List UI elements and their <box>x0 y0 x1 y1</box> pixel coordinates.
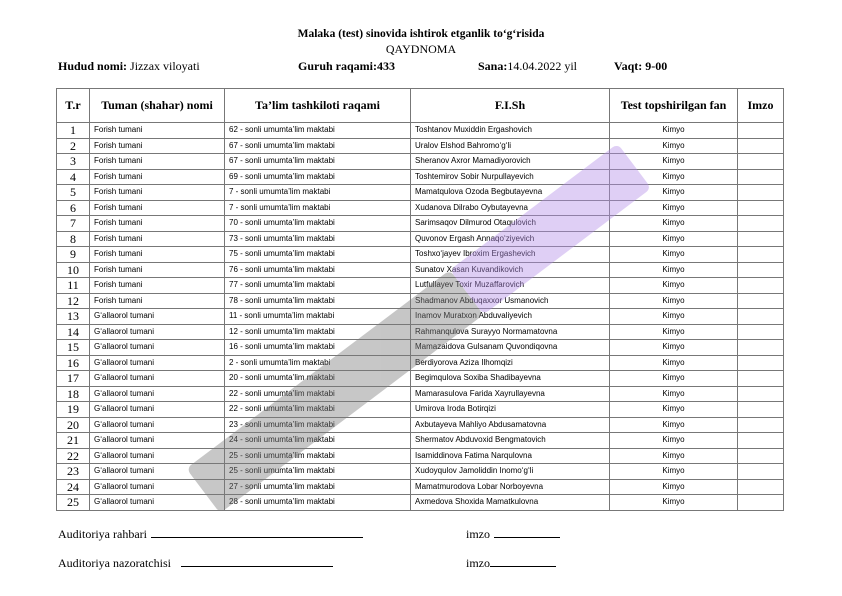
date-label: Sana: <box>478 59 508 73</box>
row-name: Mamazaidova Gulsanam Quvondiqovna <box>411 340 610 356</box>
row-signature <box>738 355 784 371</box>
row-subject: Kimyo <box>610 309 738 325</box>
row-district: G‘allaorol tumani <box>90 464 225 480</box>
supervisor-sign-label: imzo <box>466 527 490 541</box>
row-district: G‘allaorol tumani <box>90 340 225 356</box>
row-number: 10 <box>57 262 90 278</box>
column-header-school: Ta’lim tashkiloti raqami <box>225 89 411 123</box>
row-number: 22 <box>57 448 90 464</box>
row-name: Umirova Iroda Botirqizi <box>411 402 610 418</box>
table-row <box>57 154 784 170</box>
row-subject: Kimyo <box>610 200 738 216</box>
column-header-name: F.I.Sh <box>411 89 610 123</box>
group-field <box>298 59 395 74</box>
row-district: G‘allaorol tumani <box>90 448 225 464</box>
date-value: 14.04.2022 yil <box>507 59 578 73</box>
table-row <box>57 123 784 139</box>
row-school: 73 - sonli umumta’lim maktabi <box>225 231 411 247</box>
row-signature <box>738 247 784 263</box>
row-signature <box>738 278 784 294</box>
row-subject: Kimyo <box>610 231 738 247</box>
row-signature <box>738 154 784 170</box>
row-number: 1 <box>57 123 90 139</box>
row-district: G‘allaorol tumani <box>90 309 225 325</box>
row-school: 24 - sonli umumta’lim maktabi <box>225 433 411 449</box>
row-subject: Kimyo <box>610 324 738 340</box>
table-header-row <box>57 89 784 123</box>
column-header-number: T.r <box>57 89 90 123</box>
row-signature <box>738 433 784 449</box>
table-row <box>57 200 784 216</box>
row-name: Inamov Muratxon Abduvaliyevich <box>411 309 610 325</box>
row-school: 78 - sonli umumta’lim maktabi <box>225 293 411 309</box>
row-number: 7 <box>57 216 90 232</box>
row-school: 70 - sonli umumta’lim maktabi <box>225 216 411 232</box>
row-subject: Kimyo <box>610 123 738 139</box>
table-row <box>57 464 784 480</box>
row-signature <box>738 185 784 201</box>
row-school: 2 - sonli umumta’lim maktabi <box>225 355 411 371</box>
row-number: 19 <box>57 402 90 418</box>
row-district: Forish tumani <box>90 278 225 294</box>
row-signature <box>738 495 784 511</box>
row-subject: Kimyo <box>610 278 738 294</box>
supervisor-signature-line <box>58 527 363 542</box>
document-subtitle: QAYDNOMA <box>385 42 457 56</box>
row-school: 62 - sonli umumta’lim maktabi <box>225 123 411 139</box>
row-school: 28 - sonli umumta’lim maktabi <box>225 495 411 511</box>
row-subject: Kimyo <box>610 262 738 278</box>
observer-sign-field <box>466 556 556 571</box>
row-district: Forish tumani <box>90 262 225 278</box>
row-subject: Kimyo <box>610 495 738 511</box>
row-subject: Kimyo <box>610 169 738 185</box>
table-row <box>57 309 784 325</box>
row-district: G‘allaorol tumani <box>90 402 225 418</box>
table-row <box>57 278 784 294</box>
row-signature <box>738 371 784 387</box>
row-number: 4 <box>57 169 90 185</box>
row-district: Forish tumani <box>90 123 225 139</box>
row-signature <box>738 324 784 340</box>
row-signature <box>738 479 784 495</box>
table-row <box>57 340 784 356</box>
row-subject: Kimyo <box>610 247 738 263</box>
row-district: G‘allaorol tumani <box>90 371 225 387</box>
document-title: Malaka (test) sinovida ishtirok etganlik to‘g‘risida <box>297 28 545 40</box>
row-district: G‘allaorol tumani <box>90 417 225 433</box>
row-subject: Kimyo <box>610 185 738 201</box>
observer-sign-label: imzo <box>466 556 490 570</box>
row-signature <box>738 169 784 185</box>
row-subject: Kimyo <box>610 433 738 449</box>
row-school: 27 - sonli umumta’lim maktabi <box>225 479 411 495</box>
row-number: 15 <box>57 340 90 356</box>
row-district: Forish tumani <box>90 185 225 201</box>
row-subject: Kimyo <box>610 340 738 356</box>
row-subject: Kimyo <box>610 293 738 309</box>
table-row <box>57 262 784 278</box>
row-subject: Kimyo <box>610 386 738 402</box>
row-subject: Kimyo <box>610 154 738 170</box>
table-row <box>57 448 784 464</box>
row-name: Sheranov Axror Mamadiyorovich <box>411 154 610 170</box>
column-header-subject: Test topshirilgan fan <box>610 89 738 123</box>
participants-table <box>56 88 784 511</box>
row-district: G‘allaorol tumani <box>90 324 225 340</box>
row-subject: Kimyo <box>610 355 738 371</box>
row-number: 20 <box>57 417 90 433</box>
row-school: 20 - sonli umumta’lim maktabi <box>225 371 411 387</box>
row-number: 16 <box>57 355 90 371</box>
row-signature <box>738 417 784 433</box>
row-school: 67 - sonli umumta’lim maktabi <box>225 138 411 154</box>
row-district: Forish tumani <box>90 169 225 185</box>
row-number: 9 <box>57 247 90 263</box>
row-district: Forish tumani <box>90 293 225 309</box>
row-district: Forish tumani <box>90 216 225 232</box>
row-name: Xudoyqulov Jamoliddin Inomo‘g‘li <box>411 464 610 480</box>
table-row <box>57 433 784 449</box>
table-row <box>57 355 784 371</box>
row-signature <box>738 293 784 309</box>
region-label: Hudud nomi: <box>58 59 128 73</box>
supervisor-label: Auditoriya rahbari <box>58 527 147 541</box>
row-signature <box>738 216 784 232</box>
row-name: Sarimsaqov Dilmurod Otaqulovich <box>411 216 610 232</box>
row-school: 22 - sonli umumta’lim maktabi <box>225 402 411 418</box>
row-district: Forish tumani <box>90 200 225 216</box>
column-header-district: Tuman (shahar) nomi <box>90 89 225 123</box>
row-name: Uralov Elshod Bahromo‘g‘li <box>411 138 610 154</box>
row-name: Sunatov Xasan Kuvandikovich <box>411 262 610 278</box>
row-signature <box>738 138 784 154</box>
row-number: 8 <box>57 231 90 247</box>
table-row <box>57 247 784 263</box>
row-name: Isamiddinova Fatima Narqulovna <box>411 448 610 464</box>
observer-label: Auditoriya nazoratchisi <box>58 556 171 570</box>
row-signature <box>738 340 784 356</box>
row-number: 3 <box>57 154 90 170</box>
region-field <box>58 59 200 74</box>
row-subject: Kimyo <box>610 417 738 433</box>
table-row <box>57 231 784 247</box>
row-school: 7 - sonli umumta’lim maktabi <box>225 185 411 201</box>
table-row <box>57 293 784 309</box>
row-district: G‘allaorol tumani <box>90 433 225 449</box>
row-name: Shadmanov Abduqaxxor Usmanovich <box>411 293 610 309</box>
row-school: 23 - sonli umumta’lim maktabi <box>225 417 411 433</box>
row-school: 77 - sonli umumta’lim maktabi <box>225 278 411 294</box>
row-signature <box>738 464 784 480</box>
row-signature <box>738 448 784 464</box>
table-row <box>57 138 784 154</box>
row-district: Forish tumani <box>90 247 225 263</box>
row-subject: Kimyo <box>610 371 738 387</box>
row-signature <box>738 231 784 247</box>
row-school: 12 - sonli umumta’lim maktabi <box>225 324 411 340</box>
group-label: Guruh raqami: <box>298 59 378 73</box>
observer-signature-line <box>58 556 333 571</box>
row-subject: Kimyo <box>610 138 738 154</box>
row-name: Berdiyorova Aziza Ilhomqizi <box>411 355 610 371</box>
time-field <box>614 59 667 74</box>
row-name: Axbutayeva Mahliyo Abdusamatovna <box>411 417 610 433</box>
table-row <box>57 479 784 495</box>
row-signature <box>738 200 784 216</box>
row-signature <box>738 262 784 278</box>
table-row <box>57 324 784 340</box>
table-row <box>57 216 784 232</box>
row-name: Xudanova Dilrabo Oybutayevna <box>411 200 610 216</box>
row-number: 2 <box>57 138 90 154</box>
row-subject: Kimyo <box>610 464 738 480</box>
row-name: Mamarasulova Farida Xayrullayevna <box>411 386 610 402</box>
row-subject: Kimyo <box>610 479 738 495</box>
table-row <box>57 169 784 185</box>
row-name: Quvonov Ergash Annaqo‘ziyevich <box>411 231 610 247</box>
row-school: 25 - sonli umumta’lim maktabi <box>225 464 411 480</box>
row-name: Toshtanov Muxiddin Ergashovich <box>411 123 610 139</box>
table-row <box>57 371 784 387</box>
row-school: 67 - sonli umumta’lim maktabi <box>225 154 411 170</box>
row-number: 25 <box>57 495 90 511</box>
row-number: 13 <box>57 309 90 325</box>
row-name: Toshxo‘jayev Ibroxim Ergashevich <box>411 247 610 263</box>
row-subject: Kimyo <box>610 402 738 418</box>
row-district: Forish tumani <box>90 138 225 154</box>
time-label: Vaqt: <box>614 59 643 73</box>
row-subject: Kimyo <box>610 216 738 232</box>
row-district: Forish tumani <box>90 231 225 247</box>
row-number: 6 <box>57 200 90 216</box>
region-value: Jizzax viloyati <box>130 59 200 73</box>
row-number: 5 <box>57 185 90 201</box>
row-school: 76 - sonli umumta’lim maktabi <box>225 262 411 278</box>
table-row <box>57 495 784 511</box>
group-value: 433 <box>377 59 396 73</box>
row-name: Lutfullayev Toxir Muzaffarovich <box>411 278 610 294</box>
row-signature <box>738 386 784 402</box>
row-district: G‘allaorol tumani <box>90 495 225 511</box>
row-name: Rahmanqulova Surayyo Normamatovna <box>411 324 610 340</box>
row-name: Mamatqulova Ozoda Begbutayevna <box>411 185 610 201</box>
row-number: 18 <box>57 386 90 402</box>
row-subject: Kimyo <box>610 448 738 464</box>
row-signature <box>738 309 784 325</box>
row-name: Begimqulova Soxiba Shadibayevna <box>411 371 610 387</box>
row-number: 17 <box>57 371 90 387</box>
row-number: 21 <box>57 433 90 449</box>
row-district: G‘allaorol tumani <box>90 386 225 402</box>
row-signature <box>738 402 784 418</box>
row-number: 14 <box>57 324 90 340</box>
row-signature <box>738 123 784 139</box>
row-number: 23 <box>57 464 90 480</box>
row-school: 75 - sonli umumta’lim maktabi <box>225 247 411 263</box>
column-header-signature: Imzo <box>738 89 784 123</box>
row-school: 7 - sonli umumta’lim maktabi <box>225 200 411 216</box>
table-row <box>57 386 784 402</box>
row-school: 69 - sonli umumta’lim maktabi <box>225 169 411 185</box>
date-field <box>478 59 577 74</box>
row-number: 11 <box>57 278 90 294</box>
row-name: Axmedova Shoxida Mamatkulovna <box>411 495 610 511</box>
row-number: 24 <box>57 479 90 495</box>
row-school: 25 - sonli umumta’lim maktabi <box>225 448 411 464</box>
table-row <box>57 402 784 418</box>
row-name: Shermatov Abduvoxid Bengmatovich <box>411 433 610 449</box>
row-district: G‘allaorol tumani <box>90 479 225 495</box>
time-value: 9-00 <box>645 59 668 73</box>
row-number: 12 <box>57 293 90 309</box>
row-district: Forish tumani <box>90 154 225 170</box>
supervisor-sign-field <box>466 527 560 542</box>
row-school: 11 - sonli umumta’lim maktabi <box>225 309 411 325</box>
row-school: 22 - sonli umumta’lim maktabi <box>225 386 411 402</box>
row-name: Mamatmurodova Lobar Norboyevna <box>411 479 610 495</box>
row-name: Toshtemirov Sobir Nurpullayevich <box>411 169 610 185</box>
row-school: 16 - sonli umumta’lim maktabi <box>225 340 411 356</box>
row-district: G‘allaorol tumani <box>90 355 225 371</box>
table-row <box>57 417 784 433</box>
table-row <box>57 185 784 201</box>
